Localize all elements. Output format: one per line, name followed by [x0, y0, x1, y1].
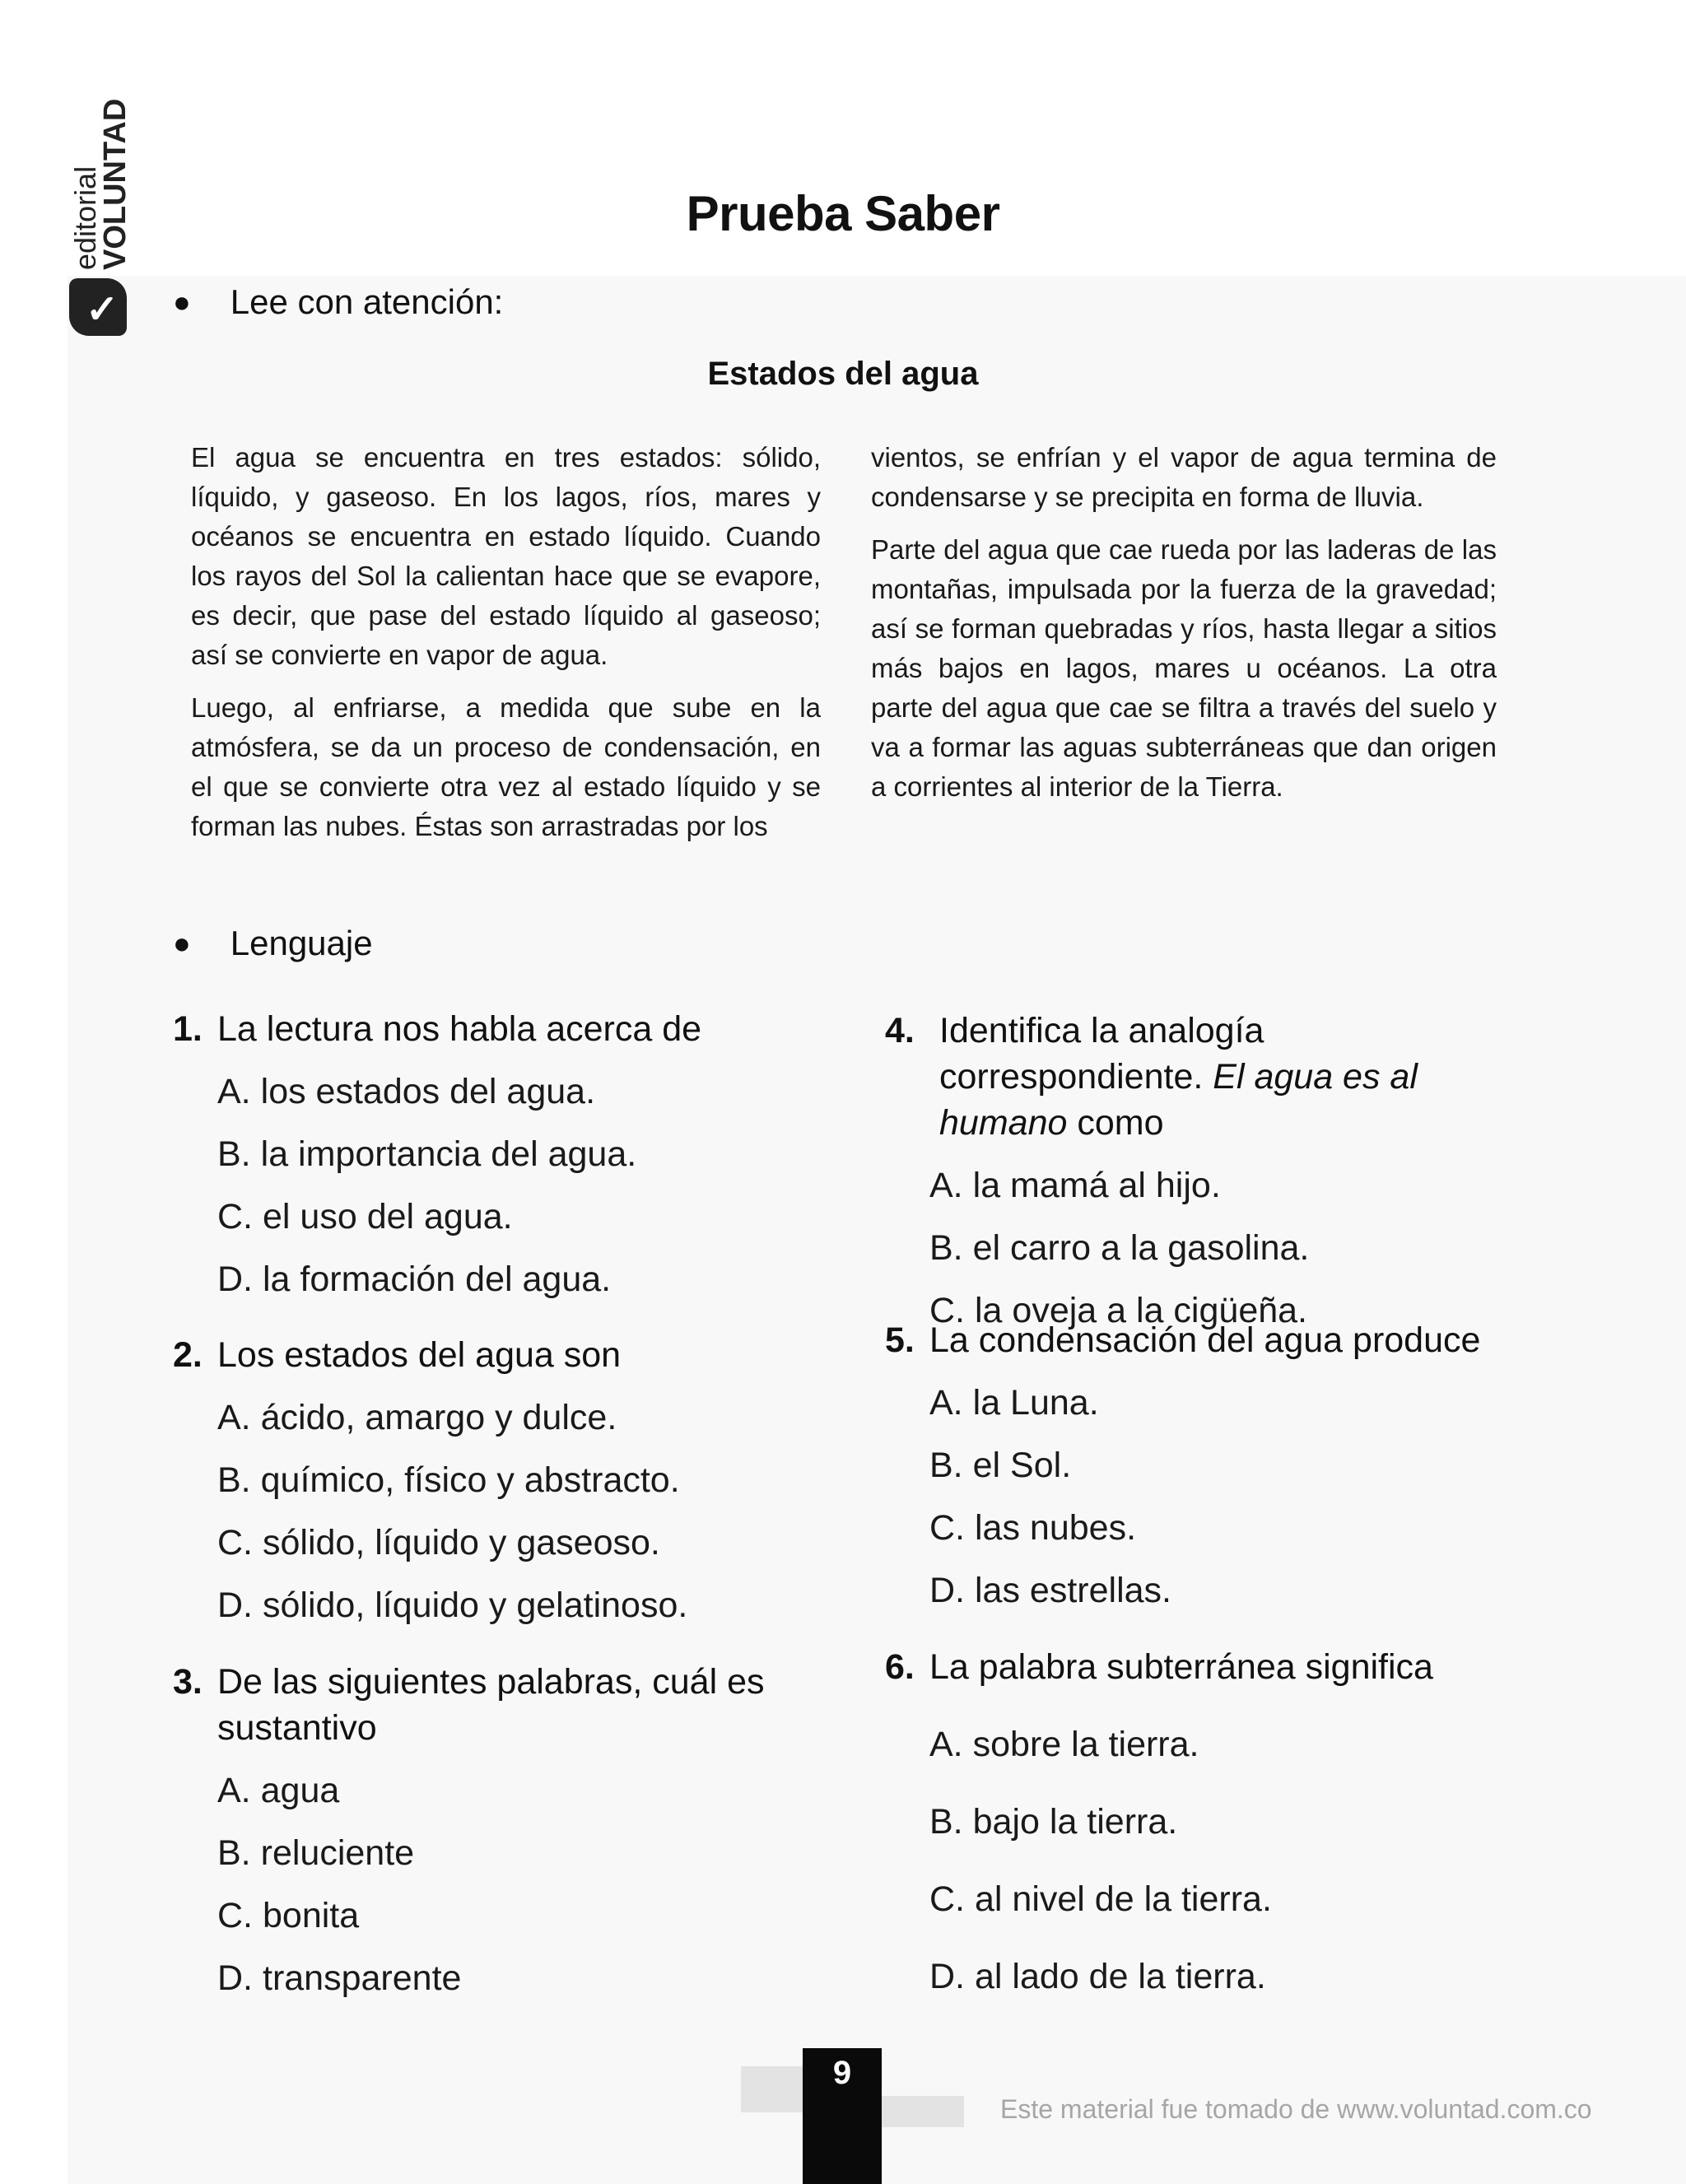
answer-option[interactable]: D. la formación del agua. [217, 1260, 612, 1299]
answer-option[interactable]: A. los estados del agua. [217, 1072, 596, 1111]
question-stem [173, 1659, 831, 1751]
answer-option[interactable]: A. agua [217, 1771, 340, 1810]
answer-option[interactable]: B. el Sol. [929, 1446, 1072, 1485]
question-stem [173, 1006, 831, 1052]
question-number: 2. [173, 1335, 203, 1375]
answer-option[interactable]: C. bonita [217, 1896, 360, 1935]
question-number: 6. [885, 1647, 915, 1687]
question-6 [885, 1644, 1544, 2000]
answer-option[interactable]: B. el carro a la gasolina. [929, 1228, 1310, 1268]
footer-source-text: Este material fue tomado de www.voluntad.com.co [1000, 2094, 1592, 2124]
question-stem [885, 1644, 1544, 1690]
question-text: Identifica la analogía correspondiente. [939, 1011, 1264, 1097]
question-stem [885, 1317, 1544, 1363]
question-number: 4. [885, 1011, 915, 1050]
reading-paragraph: El agua se encuentra en tres estados: sólido, líquido, y gaseoso. En los lagos, ríos, mares y océanos se encuentra en estado líquido. Cuando los rayos del Sol la calientan hace que se evapore, es decir, que pase del estado líquido al gaseoso; así se convierte en vapor de agua. [191, 442, 821, 670]
reading-title: Estados del agua [707, 356, 979, 392]
answer-option[interactable]: D. sólido, líquido y gelatinoso. [217, 1586, 688, 1625]
question-text: De las siguientes palabras, cuál es sustantivo [217, 1662, 765, 1748]
answer-option[interactable]: D. al lado de la tierra. [929, 1957, 1266, 1996]
page-title: Prueba Saber [686, 186, 1000, 241]
answer-option[interactable]: A. sobre la tierra. [929, 1725, 1199, 1764]
question-text: La lectura nos habla acerca de [217, 1009, 702, 1049]
answer-option[interactable]: B. reluciente [217, 1833, 415, 1873]
answer-option[interactable]: B. bajo la tierra. [929, 1802, 1178, 1842]
question-4 [885, 1008, 1527, 1334]
instruction [173, 282, 503, 322]
reading-paragraph: vientos, se enfrían y el vapor de agua termina de condensarse y se precipita en forma de lluvia. [871, 442, 1497, 512]
answer-option[interactable]: C. al nivel de la tierra. [929, 1879, 1272, 1919]
question-number: 3. [173, 1662, 203, 1702]
question-3 [173, 1659, 831, 2001]
answer-option[interactable]: C. el uso del agua. [217, 1197, 513, 1236]
question-text: como [1067, 1103, 1164, 1143]
question-text-italic: El agua es al humano [939, 1057, 1418, 1143]
brand-line1: editorial [68, 165, 102, 270]
question-1 [173, 1006, 831, 1302]
answer-option[interactable]: C. las nubes. [929, 1508, 1137, 1548]
footer-decoration [882, 2096, 964, 2127]
answer-option[interactable]: C. la oveja a la cigüeña. [929, 1291, 1308, 1330]
question-stem [173, 1332, 831, 1378]
section-text: Lenguaje [230, 924, 373, 962]
answer-option[interactable]: A. la mamá al hijo. [929, 1166, 1221, 1205]
instruction-text: Lee con atención: [230, 282, 504, 321]
answer-option[interactable]: A. ácido, amargo y dulce. [217, 1398, 617, 1437]
question-stem [885, 1008, 1527, 1146]
reading-paragraph: Parte del agua que cae rueda por las laderas de las montañas, impulsada por la fuerza de la gravedad; así se forman quebradas y ríos, hasta llegar a sitios más bajos en lagos, mares u océanos. La otra parte del agua que cae se filtra a través del suelo y va a formar las aguas subterráneas que dan origen a corrientes al interior de la Tierra. [871, 534, 1497, 802]
reading-column-right [871, 438, 1497, 807]
brand-line2: VOLUNTAD [98, 98, 130, 270]
question-number: 5. [885, 1320, 915, 1360]
v-logo-icon: ✓ [69, 278, 127, 336]
question-text: Los estados del agua son [217, 1335, 622, 1375]
bullet-icon: ● [173, 926, 191, 960]
bullet-icon: ● [173, 285, 191, 319]
answer-option[interactable]: D. las estrellas. [929, 1571, 1171, 1610]
page-number: 9 [832, 2055, 852, 2091]
section-heading [173, 924, 373, 963]
question-text: La palabra subterránea significa [929, 1647, 1433, 1687]
answer-option[interactable]: A. la Luna. [929, 1383, 1099, 1423]
answer-option[interactable]: B. químico, físico y abstracto. [217, 1460, 680, 1500]
question-number: 1. [173, 1009, 203, 1049]
reading-column-left [191, 438, 821, 846]
question-2 [173, 1332, 831, 1628]
answer-option[interactable]: B. la importancia del agua. [217, 1134, 637, 1174]
footer-decoration [741, 2066, 803, 2112]
question-5 [885, 1317, 1544, 1614]
question-text: La condensación del agua produce [929, 1320, 1481, 1360]
answer-option[interactable]: C. sólido, líquido y gaseoso. [217, 1523, 660, 1562]
reading-paragraph: Luego, al enfriarse, a medida que sube en la atmósfera, se da un proceso de condensación, en el que se convierte otra vez al estado líquido y se forman las nubes. Éstas son arrastradas por los [191, 692, 821, 841]
answer-option[interactable]: D. transparente [217, 1958, 462, 1998]
